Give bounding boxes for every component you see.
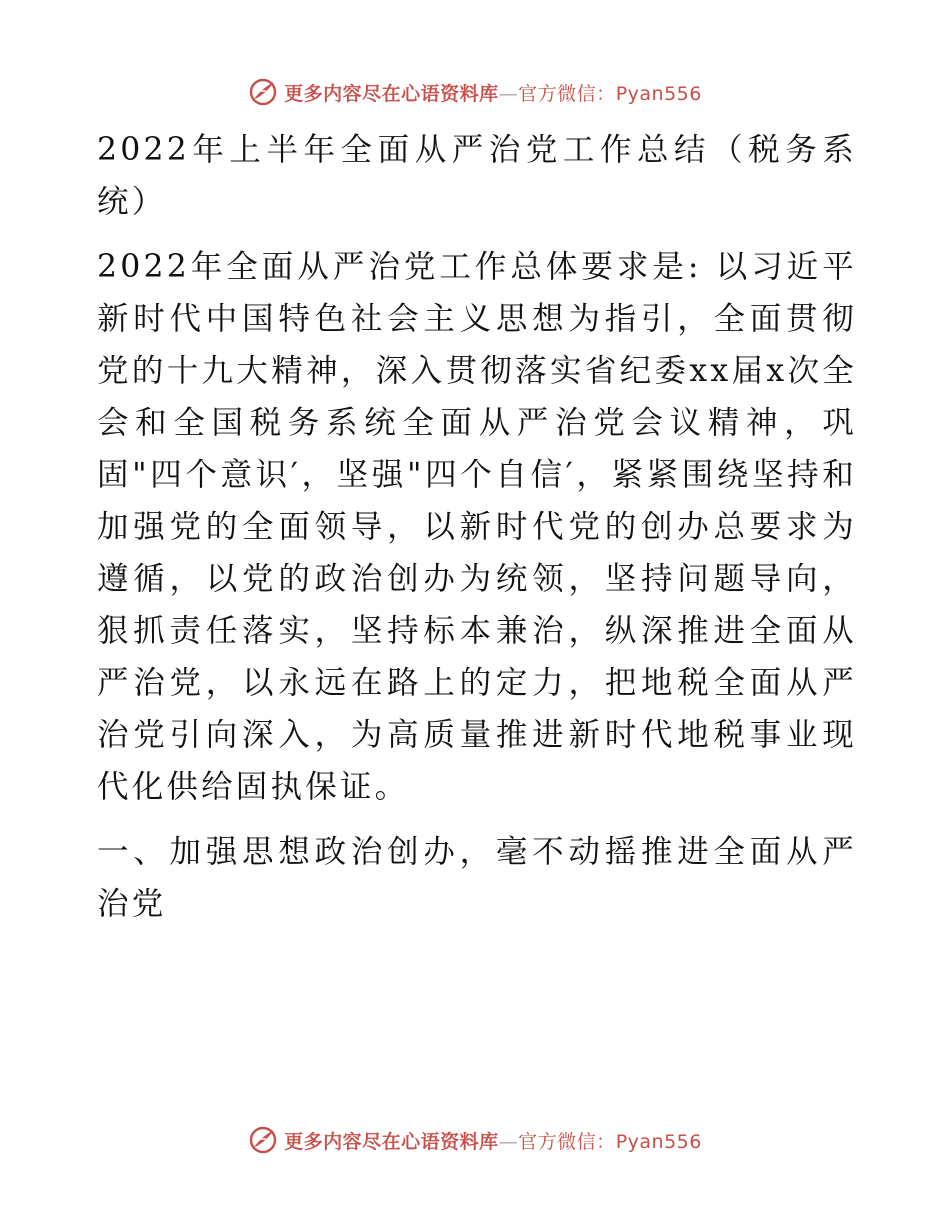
banner-wechat-id: Pyan556 [615,82,702,105]
intro-paragraph: 2022年全面从严治党工作总体要求是: 以习近平新时代中国特色社会主义思想为指引，全面贯彻党的十九大精神，深入贯彻落实省纪委xx届x次全会和全国税务系统全面从严治党会议精神，巩固"四个意识′，坚强"四个自信′，紧紧围绕坚持和加强党的全面领导，以新时代党的创办总要求为遵循，以党的政治创办为统领，坚持问题导向，狠抓责任落实，坚持标本兼治，纵深推进全面从严治党，以永远在路上的定力，把地税全面从严治党引向深入，为高质量推进新时代地税事业现代化供给固执保证。 [97,249,857,805]
banner-wechat-label: 官方微信： [518,82,616,105]
banner-main-text: 更多内容尽在心语资料库 [284,82,499,105]
quill-logo-icon [248,1125,278,1155]
document-body [97,124,857,930]
banner-separator: — [498,82,519,105]
banner-text [284,1127,702,1154]
banner-main-text: 更多内容尽在心语资料库 [284,1130,499,1153]
header-banner [0,72,950,112]
section-heading-1: 一、加强思想政治创办，毫不动摇推进全面从严治党 [97,834,857,922]
banner-separator: — [498,1130,519,1153]
banner-text [284,79,702,106]
footer-banner [0,1120,950,1160]
banner-wechat-label: 官方微信： [518,1130,616,1153]
banner-wechat-id: Pyan556 [615,1130,702,1153]
quill-logo-icon [248,77,278,107]
document-title: 2022年上半年全面从严治党工作总结（税务系统） [97,132,857,220]
